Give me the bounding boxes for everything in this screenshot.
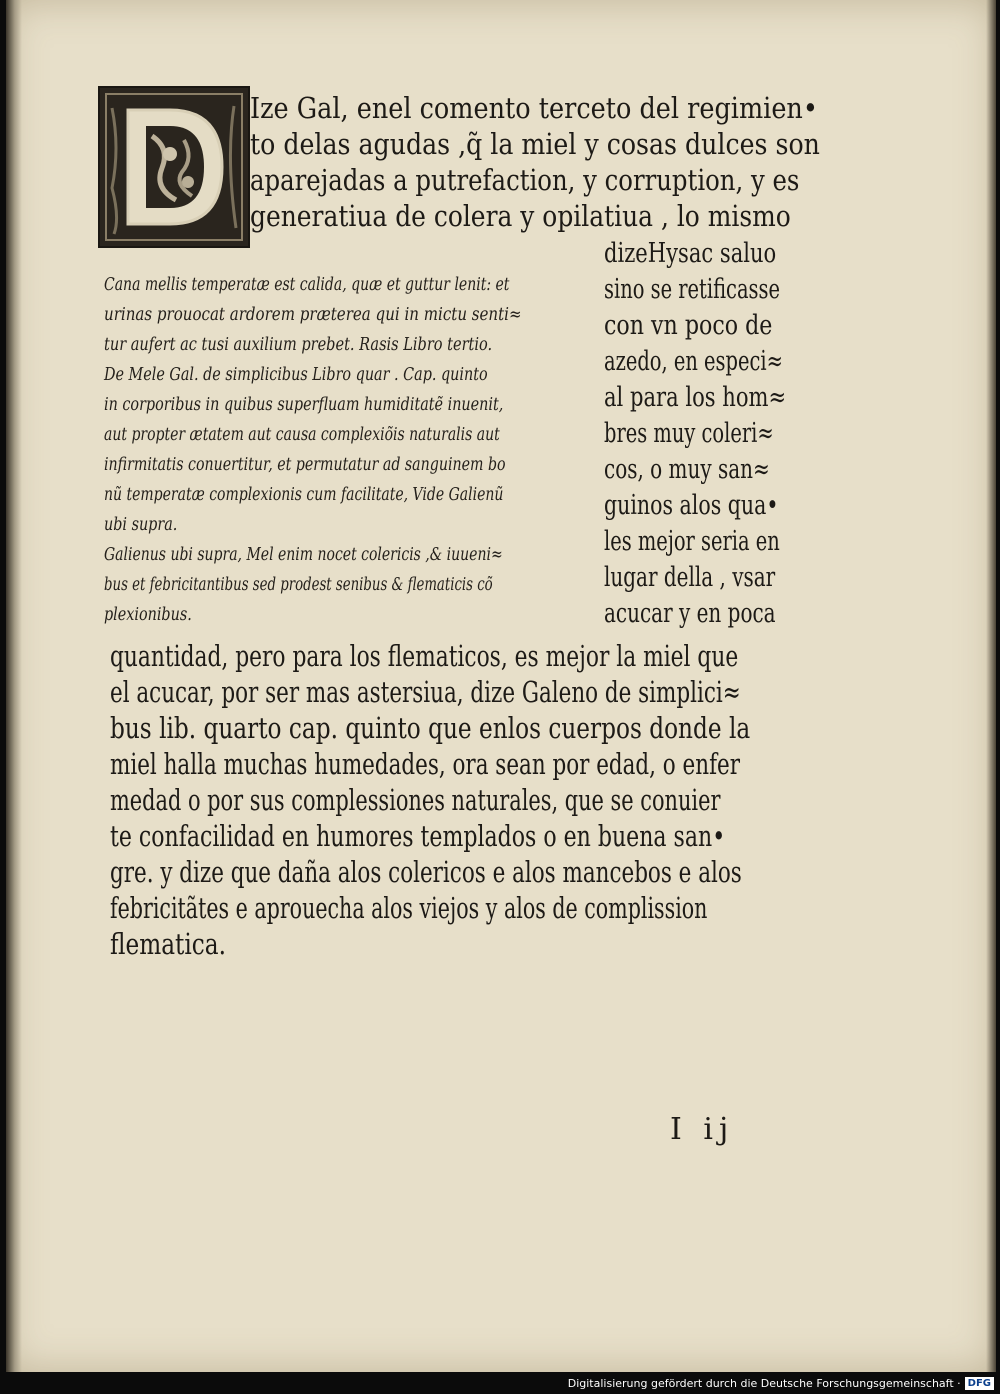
book-page [6,0,996,1372]
main-text-line-1: Ize Gal, enel comento terceto del regimien• [250,91,818,125]
right-column-line-1: dizeHysac saluo [604,238,777,269]
right-column-line-3: con vn poco de [604,310,773,341]
bottom-text-line-2: el acucar, por ser mas astersiua, dize Galeno de simplici≈ [110,675,741,709]
right-column-line-5: al para los hom≈ [604,382,787,413]
bottom-text-line-6: te confacilidad en humores templados o en buena san• [110,819,726,853]
gloss-line-6: aut propter ætatem aut causa complexiõis naturalis aut [104,425,500,445]
signature-mark: I ij [670,1112,735,1147]
bottom-text-line-7: gre. y dize que daña alos colericos e alos mancebos e alos [110,855,742,889]
gloss-line-7: infirmitatis conuertitur, et permutatur ad sanguinem bo [104,455,506,475]
gloss-line-8: nũ temperatæ complexionis cum facilitate, Vide Galienũ [104,485,504,505]
gloss-line-11: bus et febricitantibus sed prodest senibus & flematicis cõ [104,575,493,595]
right-column-line-8: guinos alos qua• [604,490,779,521]
right-column-line-9: les mejor seria en [604,526,780,557]
bottom-text-line-8: febricitãtes e aprouecha alos viejos y alos de complission [110,891,708,925]
bottom-text-line-9: flematica. [110,927,226,961]
decorated-initial-d [98,86,250,248]
gloss-line-10: Galienus ubi supra, Mel enim nocet colericis ,& iuueni≈ [104,545,503,565]
bottom-text-line-1: quantidad, pero para los flematicos, es mejor la miel que [110,639,739,673]
right-column-line-6: bres muy coleri≈ [604,418,774,449]
woodcut-initial-icon [100,88,248,246]
right-column-line-7: cos, o muy san≈ [604,454,770,485]
main-text-line-4: generatiua de colera y opilatiua , lo mismo [250,199,791,233]
gloss-line-3: tur aufert ac tusi auxilium prebet. Rasis Libro tertio. [104,335,493,355]
gloss-line-9: ubi supra. [104,515,178,535]
gloss-line-2: urinas prouocat ardorem præterea qui in mictu senti≈ [104,305,522,325]
main-text-line-3: aparejadas a putrefaction, y corruption, y es [250,163,800,197]
gloss-line-12: plexionibus. [104,605,192,625]
bottom-text-line-3: bus lib. quarto cap. quinto que enlos cuerpos donde la [110,711,751,745]
gloss-line-5: in corporibus in quibus superfluam humiditatẽ inuenit, [104,395,504,415]
right-column-line-4: azedo, en especi≈ [604,346,783,377]
dfg-logo-icon: DFG [965,1377,994,1390]
right-column-line-11: acucar y en poca [604,598,776,629]
gloss-line-4: De Mele Gal. de simplicibus Libro quar . Cap. quinto [104,365,488,385]
footer-credit-text: Digitalisierung gefördert durch die Deutsche Forschungsgemeinschaft · [567,1376,961,1390]
gloss-line-1: Cana mellis temperatæ est calida, quæ et guttur lenit: et [104,275,510,295]
right-column-line-2: sino se retificasse [604,274,780,305]
digitization-footer [568,1375,994,1391]
bottom-text-line-4: miel halla muchas humedades, ora sean por edad, o enfer [110,747,740,781]
right-column-line-10: lugar della , vsar [604,562,776,593]
main-text-line-2: to delas agudas ,q̃ la miel y cosas dulces son [250,127,820,161]
bottom-text-line-5: medad o por sus complessiones naturales, que se conuier [110,783,721,817]
